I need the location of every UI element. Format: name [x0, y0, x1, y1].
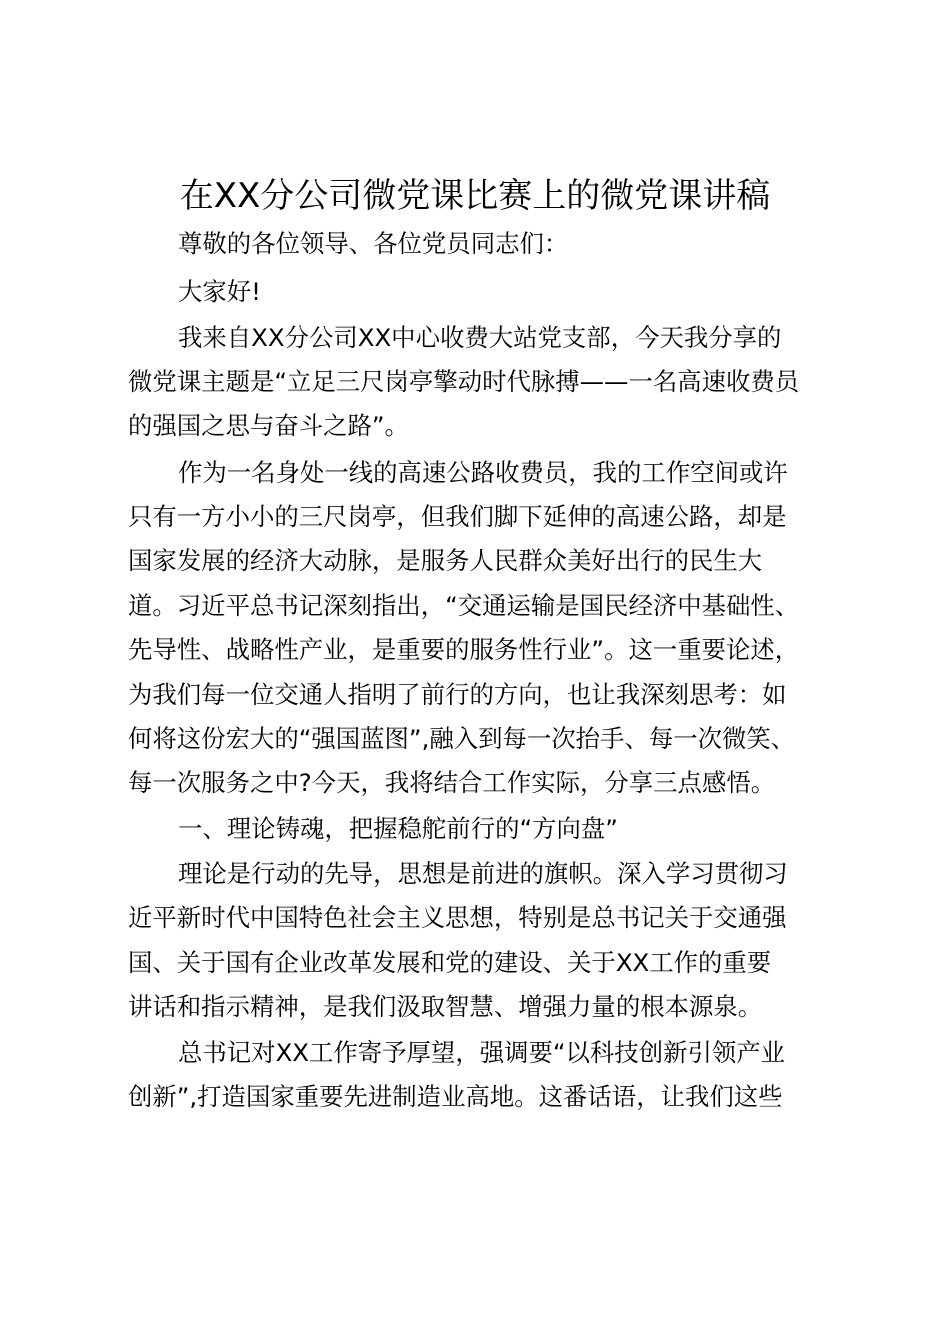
- paragraph-2-line-3: 国家发展的经济大动脉，是服务人民群众美好出行的民生大: [128, 546, 763, 575]
- section-heading-1: 一、理论铸魂，把握稳舵前行的“方向盘”: [178, 814, 618, 843]
- paragraph-3-line-1: 理论是行动的先导，思想是前进的旗帜。深入学习贯彻习: [178, 859, 788, 888]
- paragraph-4-line-2: 创新”,打造国家重要先进制造业高地。这番话语，让我们这些: [128, 1082, 783, 1111]
- document-title: 在XX分公司微党课比赛上的微党课讲稿: [179, 176, 771, 216]
- paragraph-2-line-7: 何将这份宏大的“强国蓝图”,融入到每一次抬手、每一次微笑、: [128, 724, 796, 753]
- paragraph-2-line-8: 每一次服务之中?今天，我将结合工作实际，分享三点感悟。: [128, 768, 776, 797]
- paragraph-2-line-1: 作为一名身处一线的高速公路收费员，我的工作空间或许: [178, 458, 788, 487]
- paragraph-3-line-4: 讲话和指示精神，是我们汲取智慧、增强力量的根本源泉。: [128, 992, 763, 1021]
- paragraph-1-line-1: 我来自XX分公司XX中心收费大站党支部，今天我分享的: [178, 323, 782, 352]
- paragraph-4-line-1: 总书记对XX工作寄予厚望，强调要“以科技创新引领产业: [178, 1038, 786, 1067]
- paragraph-2-line-5: 先导性、战略性产业，是重要的服务性行业”。这一重要论述，: [128, 635, 800, 664]
- salutation: 尊敬的各位领导、各位党员同志们：: [178, 229, 569, 258]
- greeting: 大家好!: [178, 277, 261, 306]
- paragraph-2-line-4: 道。习近平总书记深刻指出，“交通运输是国民经济中基础性、: [128, 591, 800, 620]
- paragraph-2-line-2: 只有一方小小的三尺岗亭，但我们脚下延伸的高速公路，却是: [128, 502, 787, 531]
- paragraph-3-line-3: 国、关于国有企业改革发展和党的建设、关于XX工作的重要: [128, 948, 772, 977]
- paragraph-3-line-2: 近平新时代中国特色社会主义思想，特别是总书记关于交通强: [128, 903, 787, 932]
- paragraph-1-line-3: 的强国之思与奋斗之路”。: [128, 411, 409, 440]
- paragraph-2-line-6: 为我们每一位交通人指明了前行的方向，也让我深刻思考：如: [128, 680, 787, 709]
- paragraph-1-line-2: 微党课主题是“立足三尺岗亭擎动时代脉搏——一名高速收费员: [128, 367, 800, 396]
